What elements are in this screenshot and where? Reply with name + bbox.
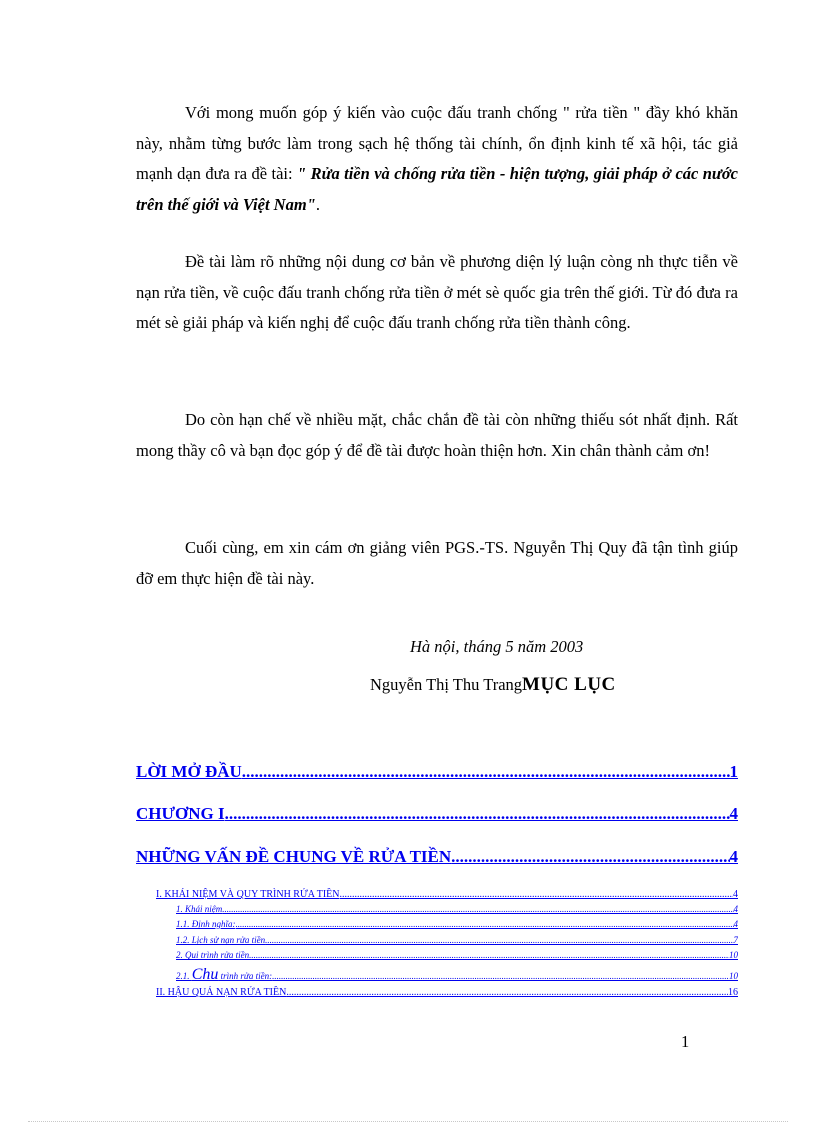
toc-entry-label: LỜI MỞ ĐẦU (136, 762, 242, 781)
paragraph-apology-text: Do còn hạn chế về nhiều mặt, chắc chắn đề tài còn những thiếu sót nhất định. Rất mong thầy cô và bạn đọc góp ý để đề tài được hoàn thiện hơn. Xin chân thành cảm ơn! (136, 410, 738, 460)
toc-entry-label: I. KHÁI NIỆM VÀ QUY TRÌNH RỬA TIỀN (156, 889, 340, 900)
toc-entry-loi-mo-dau[interactable] (136, 760, 738, 784)
toc-entry-number: 2.1. (176, 971, 192, 981)
toc-entry-label: 1.2. Lịch sử nạn rửa tiền (176, 935, 266, 945)
page-bottom-divider (28, 1121, 788, 1122)
toc-entry-page: 10 (729, 950, 738, 960)
toc-entry-dinh-nghia[interactable] (176, 918, 738, 931)
toc-entry-chu-trinh[interactable] (176, 966, 738, 984)
toc-entry-page: 16 (728, 987, 738, 998)
paragraph-scope (136, 247, 738, 339)
toc-entry-label: 2. Qui trình rửa tiền. (176, 950, 252, 960)
thesis-title: " Rửa tiền và chống rửa tiền - hiện tượng, giải pháp ở các nước trên thế giới và Việt Nam" (136, 164, 738, 214)
toc-entry-page: 4 (729, 847, 738, 866)
paragraph-scope-text: Đề tài làm rõ những nội dung cơ bản về phương diện lý luận còng nh thực tiễn về nạn rửa tiền, về cuộc đấu tranh chống rửa tiền ở mét sè quốc gia trên thế giới. Từ đó đưa ra mét sè giải pháp và kiến nghị để cuộc đấu tranh chống rửa tiền thành công. (136, 252, 738, 332)
page-number: 1 (681, 1032, 690, 1051)
author-name: Nguyễn Thị Thu Trang (370, 675, 523, 694)
toc-entry-chuong-1[interactable] (136, 802, 738, 826)
toc-entry-page: 1 (729, 762, 738, 781)
toc-entry-nhung-van-de[interactable] (136, 845, 738, 869)
toc-entry-label-rest: trình rửa tiền: (218, 971, 273, 981)
toc-entry-label: NHỮNG VẤN ĐỀ CHUNG VỀ RỬA TIỀN (136, 847, 452, 866)
paragraph-intro-end: . (315, 194, 320, 214)
toc-entry-label (176, 966, 272, 984)
paragraph-intro (136, 98, 738, 220)
toc-heading: MỤC LỤC (522, 674, 616, 695)
toc-entry-label: 1.1. Định nghĩa: (176, 919, 236, 929)
toc-entry-page: 4 (729, 804, 738, 823)
paragraph-thanks-text: Cuối cùng, em xin cám ơn giảng viên PGS.-TS. Nguyễn Thị Quy đã tận tình giúp đỡ em thực hiện đề tài này. (136, 538, 738, 588)
paragraph-thanks (136, 533, 738, 594)
toc-entry-label: II. HẬU QUẢ NẠN RỬA TIỀN (156, 987, 287, 998)
toc-entry-qui-trinh[interactable] (176, 949, 738, 962)
toc-entry-page: 10 (729, 971, 738, 981)
paragraph-apology (136, 405, 738, 466)
toc-entry-page: 4 (733, 889, 738, 900)
signature-line (370, 674, 616, 696)
toc-entry-khai-niem[interactable] (176, 903, 738, 916)
toc-entry-label: 1. Khái niệm (176, 904, 223, 914)
toc-entry-page: 7 (733, 935, 738, 945)
toc-entry-khai-niem-quy-trinh[interactable] (156, 888, 738, 902)
toc-entry-page: 4 (733, 904, 738, 914)
toc-entry-page: 4 (733, 919, 738, 929)
toc-entry-label-large: Chu (191, 966, 219, 983)
toc-entry-lich-su[interactable] (176, 934, 738, 947)
paragraph-intro-text: Với mong muốn góp ý kiến vào cuộc đấu tranh chống " rửa tiền " đầy khó khăn này, nhằm từng bước làm trong sạch hệ thống tài chính, ổn định kinh tế xã hội, tác giả mạnh dạn đưa ra đề tài: (136, 103, 738, 183)
toc-entry-hau-qua[interactable] (156, 986, 738, 1000)
toc-entry-label: CHƯƠNG I (136, 804, 225, 823)
signature-date: Hà nội, tháng 5 năm 2003 (410, 637, 584, 656)
